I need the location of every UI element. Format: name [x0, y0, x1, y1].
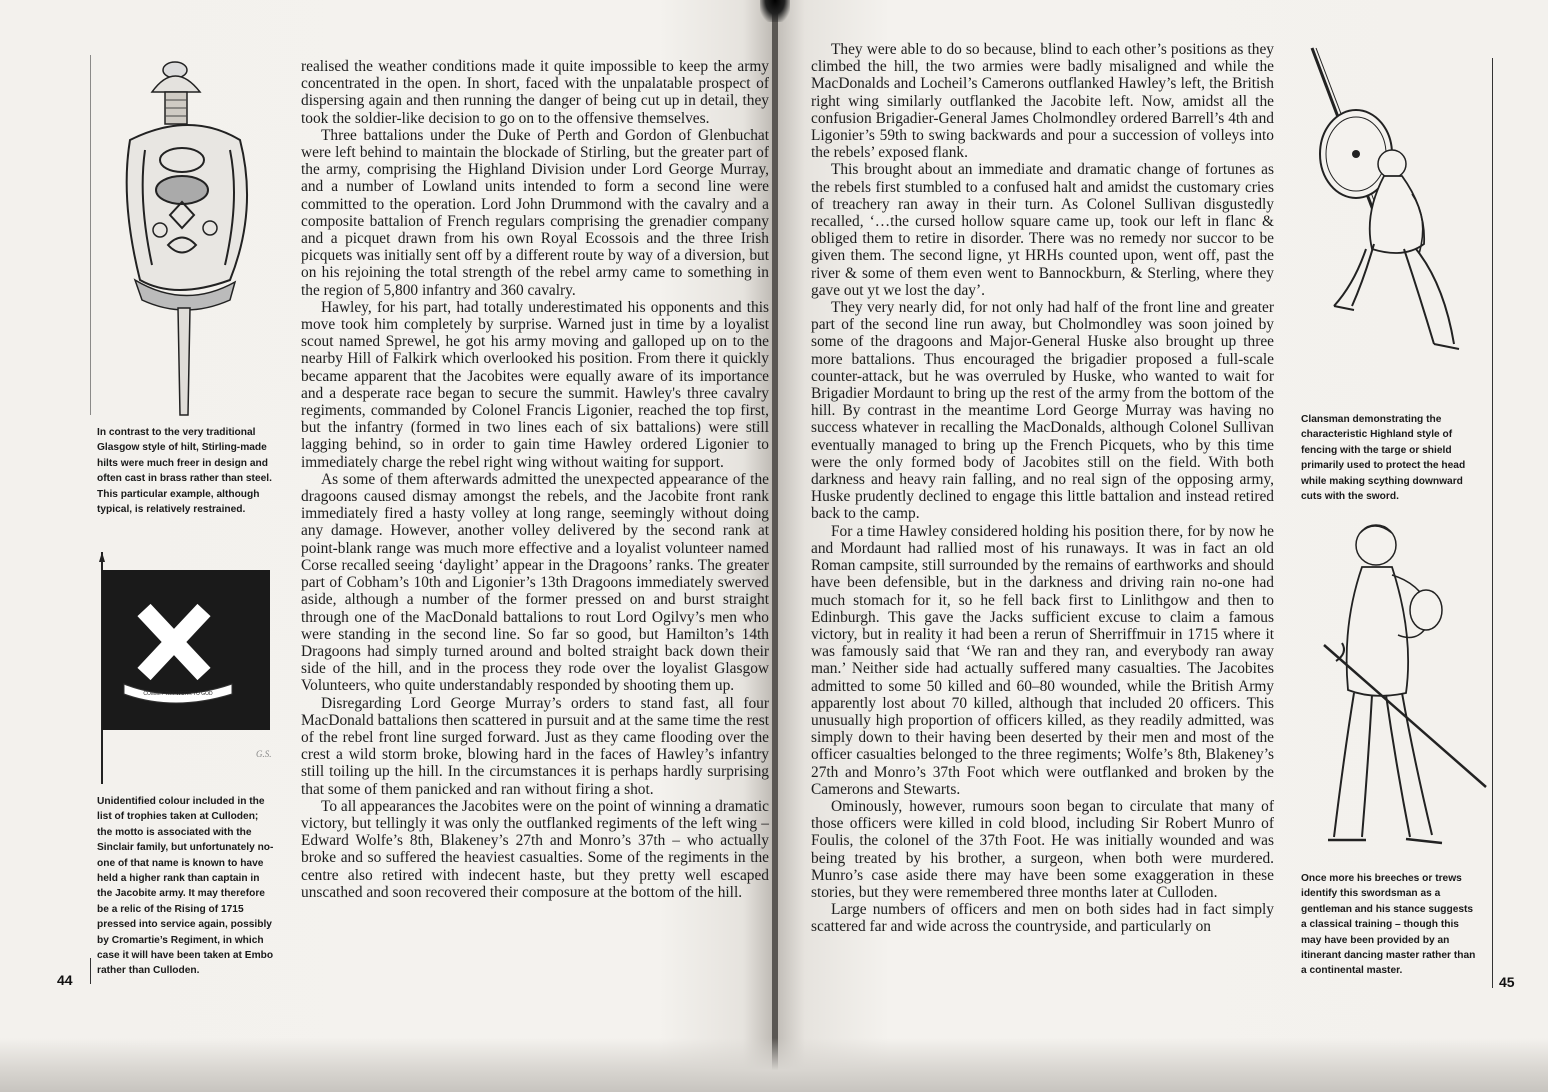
right-page-body — [811, 41, 1274, 936]
caption-flag: Unidentified colour included in the list of trophies taken at Culloden; the motto is associated with the Sinclair family, but unfortunately no-one of that name is known to have held a higher rank than captain in the Jacobite army. It may therefore be a relic of the Rising of 1715 pressed into service again, possibly by Cromartie’s Regiment, in which case it will have been taken at Embo rather than Culloden. — [97, 796, 274, 977]
left-page-body — [301, 58, 769, 901]
paragraph: Large numbers of officers and men on both sides had in fact simply scattered far and wide across the countryside, and particularly on — [811, 901, 1274, 936]
jacobite-flag-illustration — [96, 552, 276, 784]
caption-clansman: Clansman demonstrating the characteristic Highland style of fencing with the targe or shield primarily used to protect the head while making scything downward cuts with the sword. — [1301, 414, 1466, 503]
paragraph: Hawley, for his part, had totally underestimated his opponents and this move took him completely by surprise. Warned just in time by a loyalist scout named Sprewel, he got his army moving and galloped up on to the nearby Hill of Falkirk which overlooked his position. From there it quickly became apparent that the Jacobites were equally aware of its importance and a desperate race began to secure the summit. Hawley's three cavalry regiments, commanded by Colonel Francis Ligonier, reached the top first, but the infantry (formed in two lines each of six battalions) were still lagging behind, so in order to gain time Hawley ordered Ligonier to immediately charge the rebel right wing without waiting for support. — [301, 298, 769, 471]
flag-motto: COMMIT THY WORK TO GOD — [143, 691, 213, 697]
paragraph: Disregarding Lord George Murray’s orders to stand fast, all four MacDonald battalions then scattered in pursuit and at the same time the rest of the rebel front line surged forward. Just as they came flooding over the crest a wild storm broke, blowing hard in the faces of Hawley’s infantry still toiling up the hill. In the circumstances it is perhaps hardly surprising that some of them panicked and ran without firing a shot. — [301, 694, 769, 798]
paragraph: They were able to do so because, blind to each other’s positions as they climbed the hill, the two armies were badly misaligned and while the MacDonalds and Locheil’s Camerons outflanked Hawley’s left, the British right wing similarly outflanked the Jacobite left. Now, amidst all the confusion Brigadier-General James Cholmondley ordered Barrell’s 4th and Ligonier’s 59th to swing backwards and pour a succession of volleys into the rebels’ exposed flank. — [811, 41, 1274, 162]
left-margin-rule — [90, 958, 91, 984]
paragraph: They very nearly did, for not only had half of the front line and greater part of the second line run away, but Cholmondley was soon joined by some of the dragoons and Major-General Huske also brought up three more battalions. Thus encouraged the brigadier proposed a full-scale counter-attack, but he was overruled by Huske, who wanted to wait for Brigadier Mordaunt to bring up the rest of the army from the bottom of the hill. By contrast in the meantime Lord George Murray was having no success whatever in recalling the MacDonalds, although Colonel Sullivan eventually managed to bring up the French Picquets, who by this time were the only formed body of Jacobites still on the field. With both darkness and heavy rain falling, and no real sign of the opposing army, Huske prudently declined to engage this little battalion and instead retired back to the camp. — [811, 299, 1274, 523]
artist-signature: G.S. — [256, 749, 272, 759]
page-number-left: 44 — [57, 972, 73, 988]
gutter-shadow — [760, 0, 790, 22]
caption-hilt: In contrast to the very traditional Glasgow style of hilt, Stirling-made hilts were much freer in design and often cast in brass rather than steel. This particular example, although typical, is relatively restrained. — [97, 427, 272, 516]
page-bottom-shadow — [0, 1038, 1548, 1092]
paragraph: To all appearances the Jacobites were on the point of winning a dramatic victory, but tellingly it was only the outflanked regiments of the left wing – Edward Wolfe’s 8th, Blakeney’s 27th and Monro’s 37th – who actually broke and so suffered the heaviest casualties. Some of the regiments in the centre also retired with indecent haste, but they pretty well escaped unscathed and soon recovered their composure at the bottom of the hill. — [301, 797, 769, 901]
sword-hilt-illustration — [90, 50, 280, 420]
page-number-right: 45 — [1499, 974, 1515, 990]
paragraph: realised the weather conditions made it quite impossible to keep the army concentrated in the open. In short, faced with the unpalatable prospect of dispersing again and then running the danger of being cut up in detail, they took the soldier-like decision to go on to the offensive themselves. — [301, 58, 769, 127]
paragraph: Three battalions under the Duke of Perth and Gordon of Glenbuchat were left behind to maintain the blockade of Stirling, but the greater part of the army, comprising the Highland Division under Lord George Murray, and a number of Lowland units intended to form a second line were committed to the operation. Lord John Drummond with the cavalry and a composite battalion of French regulars comprising the grenadier company and a picquet drawn from his own Royal Ecossois and the three Irish picquets was initially sent off by a different route by way of a diversion, but on his rejoining the total strength of the rebel army came to something in the region of 5,800 infantry and 360 cavalry. — [301, 126, 769, 299]
clansman-targe-illustration — [1294, 44, 1474, 394]
paragraph: For a time Hawley considered holding his position there, for by now he and Mordaunt had rallied most of his runaways. It was in fact an old Roman campsite, still surrounded by the remains of earthworks and should have been defensible, but in the darkness and driving rain no-one had much stomach for it, so he fell back first to Linlithgow and then to Edinburgh. This gave the Jacks sufficient excuse to claim a famous victory, but in reality it had been a rerun of Sherriffmuir in 1715 where it was famously said that ‘We ran and they ran, and everybody ran away man.’ Neither side had actually suffered many casualties. The Jacobites admitted to some 50 killed and 60–80 wounded, while the British Army apparently lost about 70 killed, although that included 20 officers. This unusually high proportion of officers killed, as they readily admitted, was simply down to their having been deserted by their men and most of the officer casualties belonged to the three regiments; Wolfe’s 8th, Blakeney’s 27th and Monro’s 37th Foot which were outflanked and broken by the Camerons and Stewarts. — [811, 522, 1274, 798]
paragraph: This brought about an immediate and dramatic change of fortunes as the rebels first stumbled to a confused halt and amidst the customary cries of treachery ran away in their turn. As Colonel Sullivan disgustedly recalled, ‘…the cursed hollow square came up, took our left in flanc & obliged them to retire in disorder. There was no remedy nor succor to be given them. The second ligne, yt HRHs counted upon, went off, past the river & some of them even went to Bannockburn, & Sterling, where they gave out yt we lost the day’. — [811, 161, 1274, 299]
paragraph: As some of them afterwards admitted the unexpected appearance of the dragoons caused dismay amongst the rebels, and the Jacobite front rank immediately fired a hasty volley at long range, seemingly without doing any damage. However, another volley delivered by the second rank at point-blank range was much more effective and a loyalist volunteer named Corse recalled seeing ‘daylight’ appear in the Dragoons’ ranks. The greater part of Cobham’s 10th and Ligonier’s 13th Dragoons immediately swerved aside, although a number of the former pressed on and burst straight through one of the MacDonald battalions to rout Lord Ogilvy’s men who were standing in the second line. So far so good, but Hamilton’s 14th Dragoons had simply turned around and bolted straight back down their side of the hill, and in the process they rode over the loyalist Glasgow Volunteers, who quite understandably responded by shooting them up. — [301, 470, 769, 695]
swordsman-illustration — [1314, 515, 1494, 865]
right-page — [774, 0, 1548, 1092]
right-margin-rule — [1492, 58, 1493, 988]
book-gutter — [772, 0, 778, 1092]
caption-swordsman: Once more his breeches or trews identify this swordsman as a gentleman and his stance suggests a classical training – though this may have been provided by an itinerant dancing master rather than a continental master. — [1301, 873, 1476, 977]
paragraph: Ominously, however, rumours soon began to circulate that many of those officers were killed in cold blood, including Sir Robert Munro of Foulis, the colonel of the 37th Foot. He was initially wounded and was being treated by his brother, a surgeon, when both were murdered. Munro’s case aside there may have been some exaggeration in these stories, but they were remembered three months later at Culloden. — [811, 797, 1274, 901]
